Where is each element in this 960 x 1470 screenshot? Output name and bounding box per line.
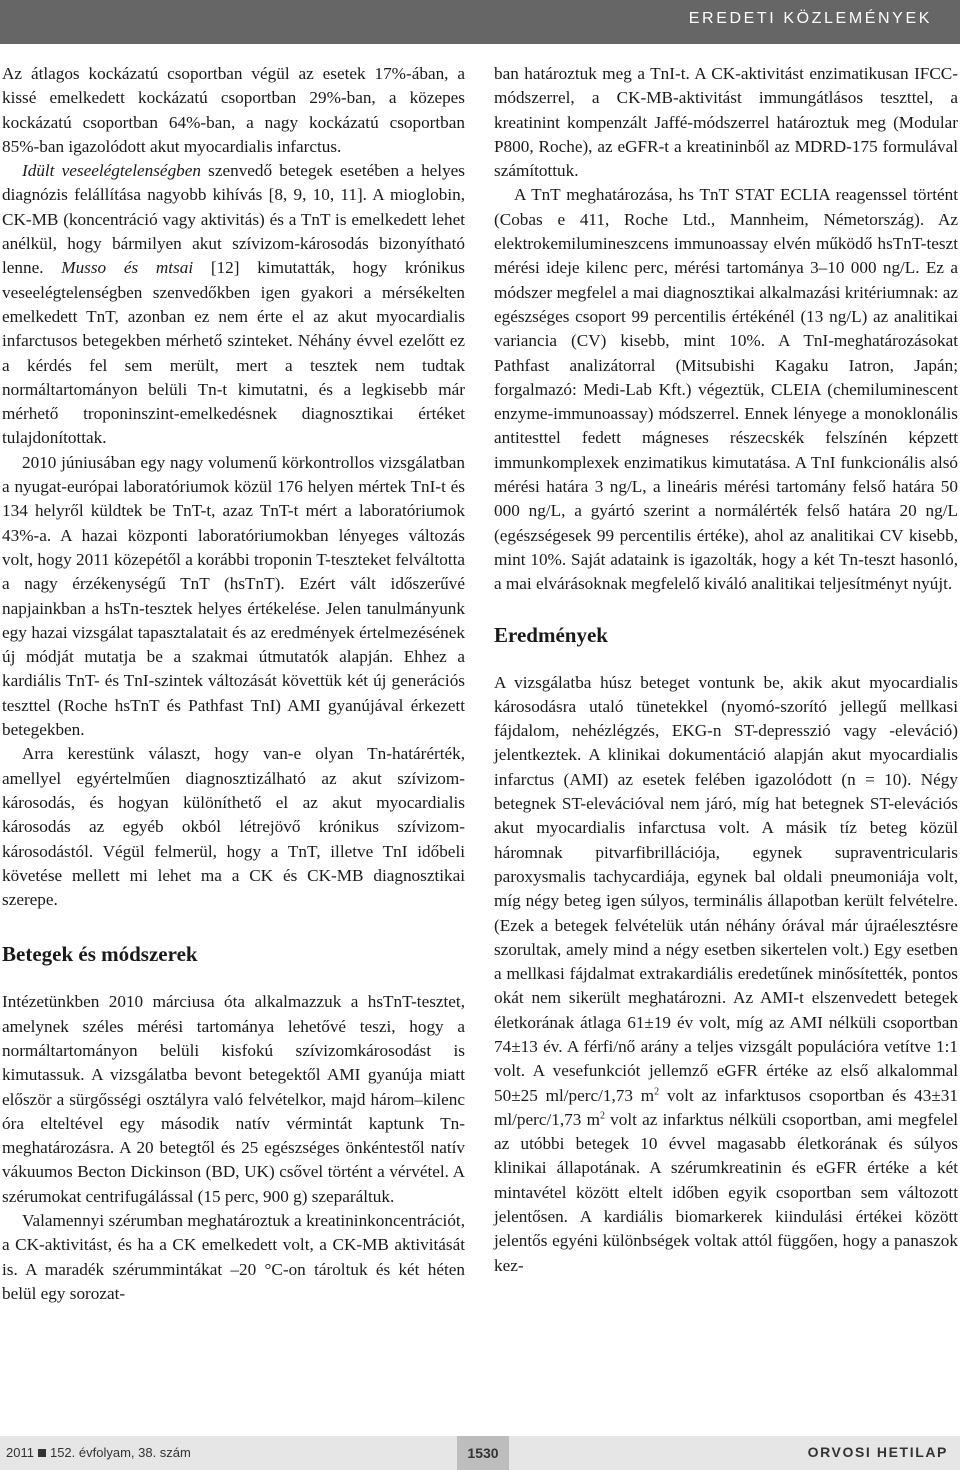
paragraph: Valamennyi szérumban meghatároztuk a kreatininkoncentrációt, a CK-aktivitást, és ha a CK emelkedett volt, a CK-MB aktivitását is. A maradék szérummintákat –20 °C-on tároltuk és két héten belül egy sorozat- xyxy=(2,1211,465,1303)
text-run: A vizsgálatba húsz beteget vontunk be, akik akut myocardialis károsodásra utaló tünetekkel (nyomó-szorító jellegű mellkasi fájdalom, nehézlégzés, EKG-n ST-depresszió vagy -eleváció) jelentkeztek. A klinikai dokumentáció alapján akut myocardialis infarctus (AMI) az esetek felében igazolódott (n = 10). Négy betegnek ST-elevációval nem járó, míg hat betegnek ST-elevációs akut myocardialis infarctusa volt. A másik tíz beteg közül háromnak pitvarfibrillációja, egynek supraventricularis paroxysmalis tachycardiája, egynek bal oldali pneumoniája volt, míg négy beteg igen súlyos, terminális állapotban került felvételre. (Ezek a betegek felvételük után néhány órával már újraélesztésre szorultak, amely mind a négy esetben sikertelen volt.) Egy esetben a mellkasi fájdalmat extrakardiális eredetűnek minősítették, pontos okát nem sikerült meghatározni. Az AMI-t elszenvedett betegek életkorának átlaga 61±19 év volt, míg az AMI nélküli csoportban 74±13 év. A férfi/nő arány a teljes vizsgált populációra vetítve 1:1 volt. A vesefunkciót jellemző eGFR értéke az első alkalommal 50±25 ml/perc/1,73 m xyxy=(494,672,958,1105)
paragraph: Intézetünkben 2010 márciusa óta alkalmazzuk a hsTnT-tesztet, amelynek széles mérési tartománya lehetővé teszi, hogy a normáltartományon belüli kisfokú szívizomkárosodást is kimutassuk. A vizsgálatba bevont betegektől AMI gyanúja miatt először a sürgősségi osztályra való felvételkor, majd három–kilenc óra elteltével egy második natív vérmintát kaptunk Tn-meghatározásra. A 20 betegtől és 25 egészséges önkéntestől natív vákuumos Becton Dickinson (BD, UK) csővel történt a vérvétel. A szérumokat centrifugálással (15 perc, 900 g) szeparáltuk. xyxy=(2,992,465,1206)
italic-term: Musso és mtsai xyxy=(61,258,194,278)
text-run: [12] kimutatták, hogy krónikus veseelégtelenségben szenvedőkben igen gyakori a mérsékelten emelkedett TnT, azonban ez nem érte el az akut myocardialis infarctusos betegekben mérhető szinteket. Néhány évvel ezelőtt ez a kérdés fel sem merült, mert a tesztek nem tudtak normáltartományon belüli Tn-t kimutatni, és a legkisebb már mérhető troponinszint-emelkedésnek diagnosztikai értéket tulajdonítottak. xyxy=(2,258,465,448)
section-heading: Eredmények xyxy=(494,622,608,647)
paragraph: Az átlagos kockázatú csoportban végül az esetek 17%-ában, a kissé emelkedett kockázatú csoportban 29%-ban, a közepes kockázatú csoportban 64%-ban, a nagy kockázatú csoportban 85%-ban igazolódott akut myocardialis infarctus. xyxy=(2,64,465,156)
section-label: EREDETI KÖZLEMÉNYEK xyxy=(688,10,932,27)
paragraph: Arra kerestünk választ, hogy van-e olyan Tn-határérték, amellyel egyértelműen diagnosztizálható az akut szívizom-károsodás, és hogyan különíthető el az akut myocardialis károsodás az egyéb okból létrejövő krónikus szívizom-károsodástól. Végül felmerül, hogy a TnT, illetve TnI időbeli követése mellett mi lehet ma a CK és CK-MB diagnosztikai szerepe. xyxy=(2,744,465,910)
superscript: 2 xyxy=(654,1085,660,1097)
page-number-box xyxy=(457,1436,509,1470)
right-column xyxy=(494,62,958,1278)
paragraph xyxy=(494,671,958,1278)
section-heading: Betegek és módszerek xyxy=(2,942,198,967)
journal-name: ORVOSI HETILAP xyxy=(807,1444,948,1460)
text-run: szenvedő betegek esetében a helyes diagnózis felállítása nagyobb kihívás [8, 9, 10, 11]. A mioglobin, CK-MB (koncentráció vagy aktivitás) és a TnT is emelkedett lehet anélkül, hogy bármilyen akut szívizom-károsodás bizonyítható lenne. xyxy=(2,161,465,278)
paragraph: ban határoztuk meg a TnI-t. A CK-aktivitást enzimatikusan IFCC-módszerrel, a CK-MB-aktivitást immungátlásos teszttel, a kreatinint kompenzált Jaffé-módszerrel határoztuk meg (Modular P800, Roche), az eGFR-t a kreatininből az MDRD-175 formulával számítottuk. xyxy=(494,64,958,181)
superscript: 2 xyxy=(599,1110,605,1122)
left-column xyxy=(2,62,465,1306)
paragraph: 2010 júniusában egy nagy volumenű körkontrollos vizsgálatban a nyugat-európai laboratóriumok közül 176 helyen mértek TnI-t és 134 helyről küldtek be TnT-t, azaz TnT-t mért a laboratóriumok 43%-a. A hazai központi laboratóriumokban lényeges változás volt, hogy 2011 közepétől a korábbi troponin T-teszteket felváltotta a nagy érzékenységű TnT (hsTnT). Ezért vált időszerűvé napjainkban a hsTn-tesztek helyes értékelése. Jelen tanulmányunk egy hazai vizsgálat tapasztalatait és az eredmények értelmezésének új módját mutatja be a szakmai útmutatók alapján. Ehhez a kardiális TnT- és TnI-szintek változását követtük két új generációs teszttel (Roche hsTnT és Pathfast TnI) AMI gyanújával érkezett betegekben. xyxy=(2,452,465,740)
header-bar xyxy=(0,0,960,44)
year: 2011 xyxy=(6,1445,34,1460)
italic-term: Idült veseelégtelenségben xyxy=(22,161,201,181)
square-bullet-icon xyxy=(38,1449,46,1457)
volume-issue: 152. évfolyam, 38. szám xyxy=(49,1445,191,1460)
paragraph: A TnT meghatározása, hs TnT STAT ECLIA reagenssel történt (Cobas e 411, Roche Ltd., Mannheim, Németország). Az elektrokemilumineszcens immunoassay elvén működő hsTnT-teszt mérési ideje kilenc perc, mérési tartománya 3–10 000 ng/L. Ez a módszer megfelel a mai diagnosztikai alkalmazási kritériumnak: az egészséges csoport 99 percentilis értékénél (13 ng/L) az analitikai variancia (CV) kisebb, mint 10%. A TnI-meghatározásokat Pathfast analizátorral (Mitsubishi Kagaku Iatron, Japán; forgalmazó: Medi-Lab Kft.) végeztük, CLEIA (chemiluminescent enzyme-immunoassay) módszerrel. Ennek lényege a monoklonális antitesttel fedett mágneses részecskék felszínén képzett immunkomplexek enzimatikus kimutatása. A TnI funkcionális alsó mérési határa 3 ng/L, a lineáris mérési tartomány felső határa 50 000 ng/L, a gyártó szerint a normálérték felső határa 20 ng/L (egészségesek 99 percentilis értéke), ahol az analitikai CV kisebb, mint 10%. Saját adataink is igazolták, hogy a két Tn-teszt hasonló, a mai elvárásoknak megfelelő kiváló analitikai teljesítményt nyújt. xyxy=(494,185,958,594)
text-run: volt az infarktus nélküli csoportban, ami megfelel az utóbbi betegek 10 évvel magasabb életkorának és súlyos klinikai állapotának. A szérumkreatinin és eGFR értéke a két mintavétel között eltelt időben egyik csoportban sem változott jelentősen. A kardiális biomarkerek kiindulási értékei között jelentős egyéni különbségek voltak attól függően, hogy a panaszok kez- xyxy=(494,1109,958,1275)
issue-info xyxy=(6,1445,191,1460)
paragraph xyxy=(2,159,465,451)
page-number: 1530 xyxy=(467,1445,499,1461)
text-run: volt az infarktusos csoportban és 43±31 ml/perc/1,73 m xyxy=(494,1085,958,1129)
